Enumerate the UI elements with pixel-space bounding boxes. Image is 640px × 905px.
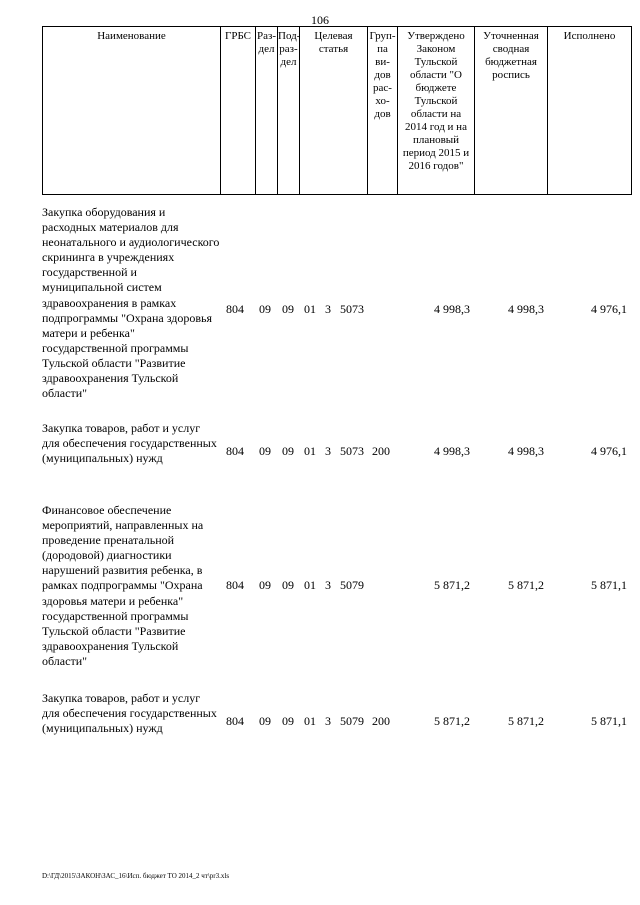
row-grbs: 804 bbox=[226, 444, 244, 458]
row-executed: 5 871,1 bbox=[591, 714, 627, 728]
row-cs2: 3 bbox=[325, 714, 331, 728]
table-row bbox=[42, 205, 632, 405]
row-vr: 200 bbox=[372, 714, 390, 728]
row-razdel: 09 bbox=[259, 578, 271, 592]
row-vr: 200 bbox=[372, 444, 390, 458]
row-refined: 4 998,3 bbox=[508, 302, 544, 316]
row-name: Закупка оборудования и расходных материалов для неонатального и аудиологического скрининга в учреждениях государственной и муниципальной систем здравоохранения в рамках подпрограммы "Охрана здоровья матери и ребенка" государственной программы Тульской области "Развитие здравоохранения Тульской области" bbox=[42, 205, 220, 401]
header-podrazdel: Под- раз- дел bbox=[277, 27, 299, 194]
header-executed: Исполнено bbox=[547, 27, 632, 194]
row-refined: 5 871,2 bbox=[508, 714, 544, 728]
row-podrazdel: 09 bbox=[282, 444, 294, 458]
page-number: 106 bbox=[311, 13, 329, 27]
header-razdel: Раз- дел bbox=[255, 27, 277, 194]
row-approved: 4 998,3 bbox=[434, 302, 470, 316]
row-cs1: 01 bbox=[304, 578, 316, 592]
row-cs1: 01 bbox=[304, 714, 316, 728]
row-razdel: 09 bbox=[259, 714, 271, 728]
row-approved: 4 998,3 bbox=[434, 444, 470, 458]
row-executed: 4 976,1 bbox=[591, 444, 627, 458]
table-header bbox=[42, 26, 632, 195]
row-refined: 5 871,2 bbox=[508, 578, 544, 592]
footer-file-path: D:\ГД\2015\ЗАКОН\ЗАС_16\Исп. бюджет ТО 2014_2 чт\pr3.xls bbox=[42, 872, 230, 880]
row-cs2: 3 bbox=[325, 302, 331, 316]
row-cs2: 3 bbox=[325, 444, 331, 458]
row-grbs: 804 bbox=[226, 302, 244, 316]
table-row bbox=[42, 421, 632, 491]
header-grbs: ГРБС bbox=[220, 27, 255, 194]
row-razdel: 09 bbox=[259, 444, 271, 458]
row-cs3: 5079 bbox=[340, 578, 364, 592]
row-cs1: 01 bbox=[304, 302, 316, 316]
row-executed: 4 976,1 bbox=[591, 302, 627, 316]
row-refined: 4 998,3 bbox=[508, 444, 544, 458]
row-name: Закупка товаров, работ и услуг для обеспечения государственных (муниципальных) нужд bbox=[42, 421, 217, 466]
row-executed: 5 871,1 bbox=[591, 578, 627, 592]
row-cs3: 5073 bbox=[340, 444, 364, 458]
row-podrazdel: 09 bbox=[282, 714, 294, 728]
row-approved: 5 871,2 bbox=[434, 714, 470, 728]
header-refined: Уточненная сводная бюджетная роспись bbox=[474, 27, 547, 194]
table-row bbox=[42, 503, 632, 678]
row-cs3: 5079 bbox=[340, 714, 364, 728]
row-name: Закупка товаров, работ и услуг для обеспечения государственных (муниципальных) нужд bbox=[42, 691, 217, 736]
header-celevaya-statya: Целевая статья bbox=[299, 27, 367, 194]
row-podrazdel: 09 bbox=[282, 578, 294, 592]
header-name: Наименование bbox=[42, 27, 220, 194]
header-approved: Утверждено Законом Тульской области "О бюджете Тульской области на 2014 год и на плановый период 2015 и 2016 годов" bbox=[397, 27, 474, 194]
row-cs2: 3 bbox=[325, 578, 331, 592]
row-cs3: 5073 bbox=[340, 302, 364, 316]
row-grbs: 804 bbox=[226, 578, 244, 592]
header-gruppa-vidov: Груп- па ви- дов рас- хо- дов bbox=[367, 27, 397, 194]
row-grbs: 804 bbox=[226, 714, 244, 728]
row-razdel: 09 bbox=[259, 302, 271, 316]
row-approved: 5 871,2 bbox=[434, 578, 470, 592]
row-cs1: 01 bbox=[304, 444, 316, 458]
row-podrazdel: 09 bbox=[282, 302, 294, 316]
row-name: Финансовое обеспечение мероприятий, направленных на проведение пренатальной (дородовой) диагностики нарушений развития ребенка, в рамках подпрограммы "Охрана здоровья матери и ребенка" государственной программы Тульской области "Развитие здравоохранения Тульской области" bbox=[42, 503, 204, 668]
table-row bbox=[42, 691, 632, 761]
